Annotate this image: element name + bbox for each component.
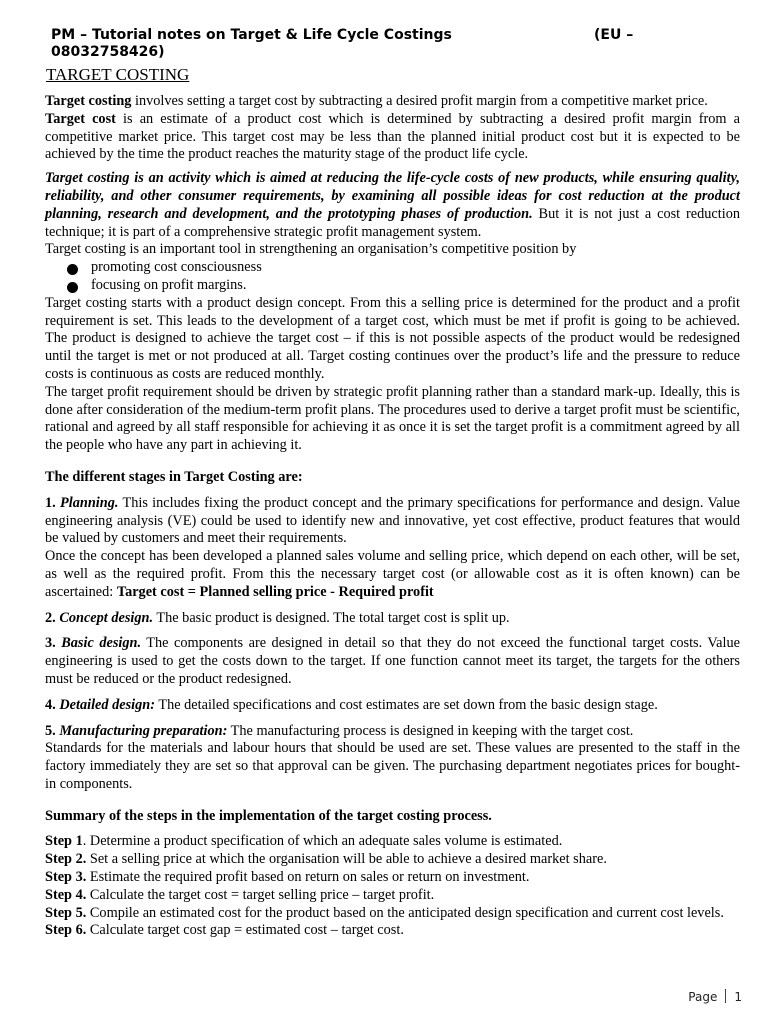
stage-item: 1. Planning. This includes fixing the product concept and the primary specifications for performance and design. Value engineering analysis (VE) could be used to identify new and innovative, yet cost effective, product features that would be valued by customers and meet their requirements. [45, 494, 741, 547]
stage-item: 4. Detailed design: The detailed specifications and cost estimates are set down from the basic design stage. [45, 696, 658, 713]
formula: Target cost = Planned selling price - Required profit [116, 583, 434, 600]
page-number: 1 [734, 990, 742, 1004]
steps-list [45, 833, 740, 940]
emphasis: Target costing is an activity which is aimed at reducing the life-cycle costs of new products, while ensuring quality, reliability, and other consumer requirements, by examining all possible ideas for cost reduction at the product planning, research and development, and the prototyping phases of production. [45, 170, 740, 222]
paragraph: Standards for the materials and labour hours that should be used are set. These values are presented to the staff in the factory immediately they are set so that approval can be given. The purchasing department negotiates prices for bought-in components. [45, 740, 740, 792]
stage-item: 5. Manufacturing preparation: The manufacturing process is designed in keeping with the target cost. [45, 722, 634, 739]
stage-item: 2. Concept design. The basic product is designed. The total target cost is split up. [45, 609, 510, 626]
list-item: promoting cost consciousness [67, 259, 740, 277]
step-item: Step 1. Determine a product specification of which an adequate sales volume is estimated. [45, 833, 563, 850]
list-item: focusing on profit margins. [67, 277, 740, 295]
step-item: Step 5. Compile an estimated cost for the product based on the anticipated design specification and current cost levels. [45, 904, 724, 921]
stages-heading: The different stages in Target Costing are: [45, 468, 303, 485]
step-item: Step 6. Calculate target cost gap = estimated cost – target cost. [45, 922, 404, 939]
step-item: Step 4. Calculate the target cost = target selling price – target profit. [45, 886, 435, 903]
paragraph: Target costing starts with a product design concept. From this a selling price is determined for the product and a profit requirement is set. This leads to the development of a target cost, which must be met if profit is going to be achieved. The product is designed to achieve the target cost – if this is not possible aspects of the product would be redesigned until the target is met or not produced at all. Target costing continues over the product’s life and the pressure to reduce costs is continuous as costs are reduced monthly. [45, 294, 740, 382]
paragraph: Once the concept has been developed a planned sales volume and selling price, which depend on each other, will be set, as well as the required profit. From this the necessary target cost (or allowable cost as it is often known) can be ascertained: Target cost = Planned selling price - Required profit [45, 548, 740, 600]
step-item: Step 3. Estimate the required profit based on return on sales or return on investment. [45, 869, 530, 886]
document-body [45, 93, 740, 940]
term: Target costing [45, 93, 132, 109]
stage-item: 3. Basic design. The components are designed in detail so that they do not exceed the functional target costs. Value engineering is used to get the costs down to the target. If one function cannot meet its target, the targets for the others must be reduced or the product redesigned. [45, 635, 740, 687]
page-footer [688, 989, 742, 1004]
paragraph: The target profit requirement should be driven by strategic profit planning rather than a standard mark-up. Ideally, this is done after consideration of the medium-term profit plans. The procedures used to derive a target profit must be scientific, rational and agreed by all staff responsible for achieving it as once it is set the target profit is a commitment agreed by all the people who have any part in achieving it. [45, 383, 740, 454]
term: Target cost [45, 110, 116, 127]
section-heading: TARGET COSTING [46, 65, 190, 84]
bullet-list [45, 259, 740, 295]
paragraph: Target cost is an estimate of a product cost which is determined by subtracting a desired profit margin from a competitive market price. This target cost may be less than the planned initial product cost but it is expected to be achieved by the time the product reaches the maturity stage of the product life cycle. [45, 110, 740, 163]
paragraph: Target costing is an important tool in strengthening an organisation’s competitive position by [45, 241, 577, 258]
bullet-icon [67, 264, 78, 275]
summary-heading: Summary of the steps in the implementation of the target costing process. [45, 807, 492, 824]
header-contact-prefix: (EU – [594, 27, 634, 43]
paragraph: Target costing is an activity which is aimed at reducing the life-cycle costs of new products, while ensuring quality, reliability, and other consumer requirements, by examining all possible ideas for cost reduction at the product planning, research and development, and the prototyping phases of production. But it is not just a cost reduction technique; it is part of a comprehensive strategic profit management system. [45, 170, 740, 240]
bullet-icon [67, 282, 78, 293]
paragraph: Target costing involves setting a target cost by subtracting a desired profit margin from a competitive market price. [45, 93, 708, 109]
divider [725, 989, 726, 1003]
step-item: Step 2. Set a selling price at which the organisation will be able to achieve a desired market share. [45, 851, 607, 868]
page-header [51, 27, 651, 61]
header-contact-number: 08032758426) [51, 44, 165, 60]
page-label: Page [688, 990, 718, 1004]
header-title: PM – Tutorial notes on Target & Life Cycle Costings [51, 27, 452, 43]
